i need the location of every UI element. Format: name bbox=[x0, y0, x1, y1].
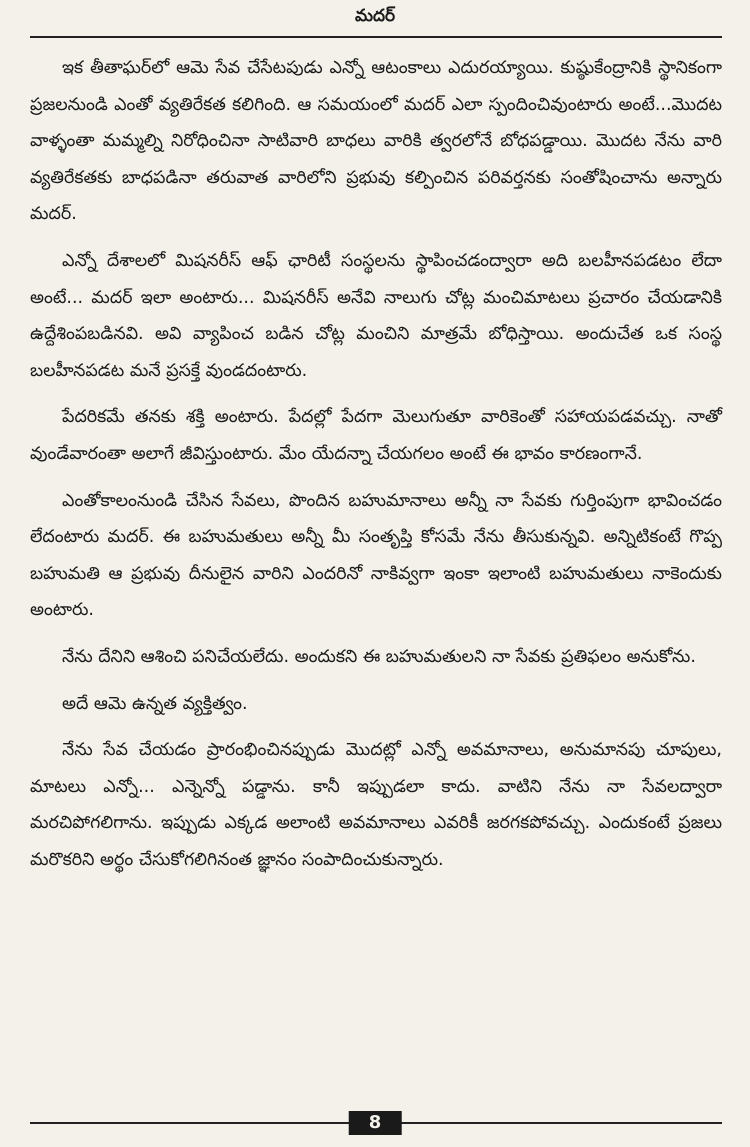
page-number-badge: 8 bbox=[349, 1111, 402, 1135]
paragraph-3: పేదరికమే తనకు శక్తి అంటారు. పేదల్లో పేదగా మెలుగుతూ వారికెంతో సహాయపడవచ్చు. నాతో వుండేవారంతా అలాగే జీవిస్తుంటారు. మేం యేదన్నా చేయగలం అంటే ఈ భావం కారణంగానే. bbox=[30, 407, 722, 464]
paragraph-7: నేను సేవ చేయడం ప్రారంభించినప్పుడు మొదట్లో ఎన్నో అవమానాలు, అనుమానపు చూపులు, మాటలు ఎన్నో... ఎన్నెన్నో పడ్డాను. కానీ ఇప్పుడలా కాదు. వాటిని నేను నా సేవలద్వారా మరచిపోగలిగాను. ఇప్పుడు ఎక్కడ అలాంటి అవమానాలు ఎవరికీ జరగకపోవచ్చు. ఎందుకంటే ప్రజలు మరొకరిని అర్థం చేసుకోగలిగినంత జ్ఞానం సంపాదించుకున్నారు. bbox=[30, 740, 722, 870]
page-body bbox=[30, 50, 722, 888]
paragraph-5: నేను దేనిని ఆశించి పనిచేయలేదు. అందుకని ఈ బహుమతులని నా సేవకు ప్రతిఫలం అనుకోను. bbox=[62, 646, 696, 667]
running-header-title: మదర్ bbox=[354, 6, 396, 26]
paragraph-6: అదే ఆమె ఉన్నత వ్యక్తిత్వం. bbox=[62, 693, 248, 714]
paragraph-4: ఎంతోకాలంనుండి చేసిన సేవలు, పొందిన బహుమానాలు అన్నీ నా సేవకు గుర్తింపుగా భావించడం లేదంటారు మదర్. ఈ బహుమతులు అన్నీ మీ సంతృప్తి కోసమే నేను తీసుకున్నవి. అన్నిటికంటే గొప్ప బహుమతి ఆ ప్రభువు దీనులైన వారిని ఎందరినో నాకివ్వగా ఇంకా ఇలాంటి బహుమతులు నాకెందుకు అంటారు. bbox=[30, 490, 722, 621]
header-rule bbox=[30, 36, 722, 38]
paragraph-2: ఎన్నో దేశాలలో మిషనరీస్ ఆఫ్ ఛారిటీ సంస్థలను స్థాపించడంద్వారా అది బలహీనపడటం లేదా అంటే... మదర్ ఇలా అంటారు... మిషనరీస్ అనేవి నాలుగు చోట్ల మంచిమాటలు ప్రచారం చేయడానికి ఉద్దేశింపబడినవి. అవి వ్యాపించ బడిన చోట్ల మంచిని మాత్రమే బోధిస్తాయి. అందుచేత ఒక సంస్థ బలహీనపడట మనే ప్రసక్తే వుండదంటారు. bbox=[30, 250, 722, 381]
paragraph-1: ఇక తీతాఘర్‌లో ఆమె సేవ చేసేటపుడు ఎన్నో ఆటంకాలు ఎదురయ్యాయి. కుష్ఠుకేంద్రానికి స్థానికంగా ప్రజలనుండి ఎంతో వ్యతిరేకత కలిగింది. ఆ సమయంలో మదర్ ఎలా స్పందించివుంటారు అంటే...మొదట వాళ్ళంతా మమ్మల్ని నిరోధించినా సాటివారి బాధలు వారికి త్వరలోనే బోధపడ్డాయి. మొదట నేను వారి వ్యతిరేకతకు బాధపడినా తరువాత వారిలోని ప్రభువు కల్పించిన పరివర్తనకు సంతోషించాను అన్నారు మదర్. bbox=[30, 58, 722, 225]
